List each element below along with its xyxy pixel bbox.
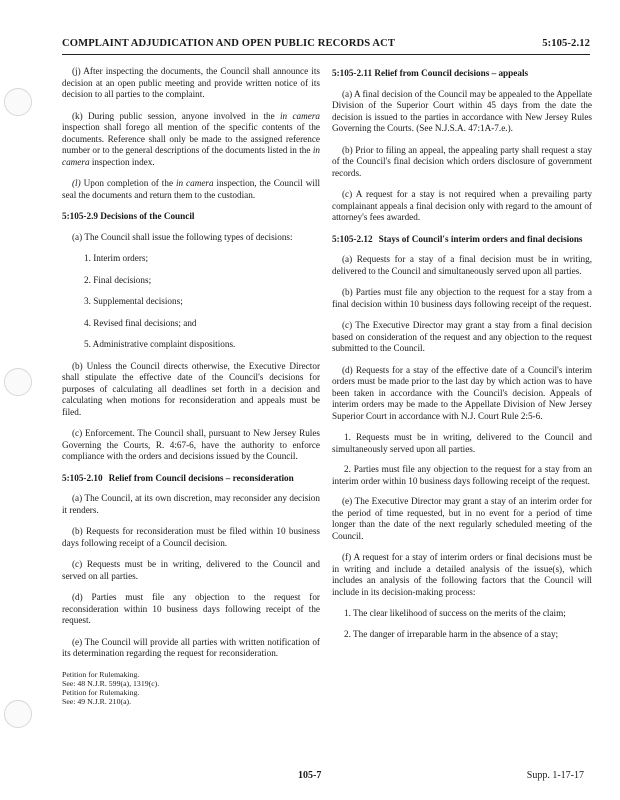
list-item: 5. Administrative complaint dispositions. [84,339,236,349]
paragraph-2-11-a: (a) A final decision of the Council may be appealed to the Appellate Division of the Superior Court within 45 days from the date the decision is issued to the parties in accordance with New Jersey Rules Governing the Courts. (See N.J.S.A. 47:1A-7.e.). [332,88,592,133]
section-heading-2-11: 5:105-2.11 Relief from Council decisions – appeals [332,68,529,78]
history-note: Petition for Rulemaking. [62,687,140,697]
list-item: 2. Final decisions; [84,274,152,285]
paragraph-2-9-a: (a) The Council shall issue the following types of decisions: [72,231,293,242]
paragraph-2-10-b: (b) Requests for reconsideration must be filed within 10 business days following receipt of a Council decision. [62,526,320,548]
supplement-date: Supp. 1-17-17 [526,770,584,781]
section-heading-2-9: 5:105-2.9 Decisions of the Council [62,211,195,221]
paragraph-2-12-a: (a) Requests for a stay of a final decision must be in writing, delivered to the Council and simultaneously served upon all parties. [332,254,592,276]
right-column [332,66,592,649]
paragraph-j: (j) After inspecting the documents, the Council shall announce its decision at an open public meeting and provide written notice of its decision to all parties to the complaint. [62,66,320,99]
paragraph-2-12-e: (e) The Executive Director may grant a stay of an interim order for the period of time requested, but in no event for a period of time longer than the date of the next regularly scheduled meeting of the Council. [332,496,592,541]
history-note: Petition for Rulemaking. [62,669,140,679]
paragraph-2-10-c: (c) Requests must be in writing, delivered to the Council and served on all parties. [62,559,320,581]
history-note: See: 49 N.J.R. 210(a). [62,696,132,706]
left-column [62,66,320,706]
paragraph-2-12-b: (b) Parties must file any objection to the request for a stay from a final decision within 10 business days following receipt of the request. [332,287,592,309]
paragraph-2-12-c: (c) The Executive Director may grant a stay from a final decision based on consideration of the request and any objection to the request submitted to the Council. [332,320,592,353]
paragraph-2-12-f-2: 2. The danger of irreparable harm in the absence of a stay; [344,628,559,639]
header-section: 5:105-2.12 [542,38,590,49]
paragraph-2-12-d-2: 2. Parties must file any objection to the request for a stay from an interim order within 10 business days following receipt of the request. [332,464,592,486]
paragraph-2-10-e: (e) The Council will provide all parties with written notification of its determination regarding the request for reconsideration. [62,636,320,658]
paragraph-2-10-d: (d) Parties must file any objection to the request for reconsideration within 10 business days following receipt of the request. [62,592,320,625]
section-heading-2-10: 5:105-2.10 Relief from Council decisions – reconsideration [62,472,294,483]
binder-hole [4,88,32,116]
section-heading-2-12: 5:105-2.12 Stays of Council's interim orders and final decisions [332,233,583,244]
list-item: 4. Revised final decisions; and [84,317,197,328]
paragraph-2-12-d: (d) Requests for a stay of the effective date of a Council's interim orders must be made prior to the last day by which action was to have been taken in accordance with the Council's decision. Appeals of interim orders may be made to the Appellate Division of New Jersey Superior Court in accordance with N.J. Court Rule 2:5-6. [332,364,592,421]
paragraph-k: (k) During public session, anyone involved in the in camera inspection shall forego all mention of the specific contents of the documents. Reference shall only be made to the assigned reference number or to the general descriptions of the documents listed in the in camera inspection index. [62,110,320,167]
paragraph-2-11-c: (c) A request for a stay is not required when a prevailing party complainant appeals a final decision only with regard to the amount of attorney's fees awarded. [332,189,592,222]
paragraph-2-9-b: (b) Unless the Council directs otherwise, the Executive Director shall stipulate the effective date of the Council's decisions for purposes of calculating all deadlines set forth in a decision and calculating when motions for reconsideration and appeals must be filed. [62,360,320,417]
paragraph-2-12-d-1: 1. Requests must be in writing, delivered to the Council and simultaneously served upon all parties. [332,432,592,454]
paragraph-2-12-f-1: 1. The clear likelihood of success on the merits of the claim; [344,608,566,618]
list-item: 3. Supplemental decisions; [84,296,183,306]
paragraph-2-9-c: (c) Enforcement. The Council shall, pursuant to New Jersey Rules Governing the Courts, R. 4:67-6, have the authority to enforce compliance with the orders and decisions issued by the Council. [62,428,320,461]
paragraph-2-12-f: (f) A request for a stay of interim orders or final decisions must be in writing and include a detailed analysis of the issue(s), which includes an analysis of the following factors that the Council will include in its decision-making process: [332,552,592,597]
running-header [62,38,590,55]
list-item: 1. Interim orders; [84,253,149,263]
history-notes [62,670,320,706]
paragraph-2-11-b: (b) Prior to filing an appeal, the appealing party shall request a stay of the Council's final decision which orders disclosure of government records. [332,144,592,178]
paragraph-l: (l) Upon completion of the in camera inspection, the Council will seal the documents and return them to the custodian. [62,178,321,200]
paragraph-2-10-a: (a) The Council, at its own discretion, may reconsider any decision it renders. [62,493,320,515]
binder-hole [4,700,32,728]
binder-hole [4,368,32,396]
page-number: 105-7 [298,770,322,781]
history-note: See: 48 N.J.R. 599(a), 1319(c). [62,678,160,688]
header-title: COMPLAINT ADJUDICATION AND OPEN PUBLIC RECORDS ACT [62,38,396,49]
